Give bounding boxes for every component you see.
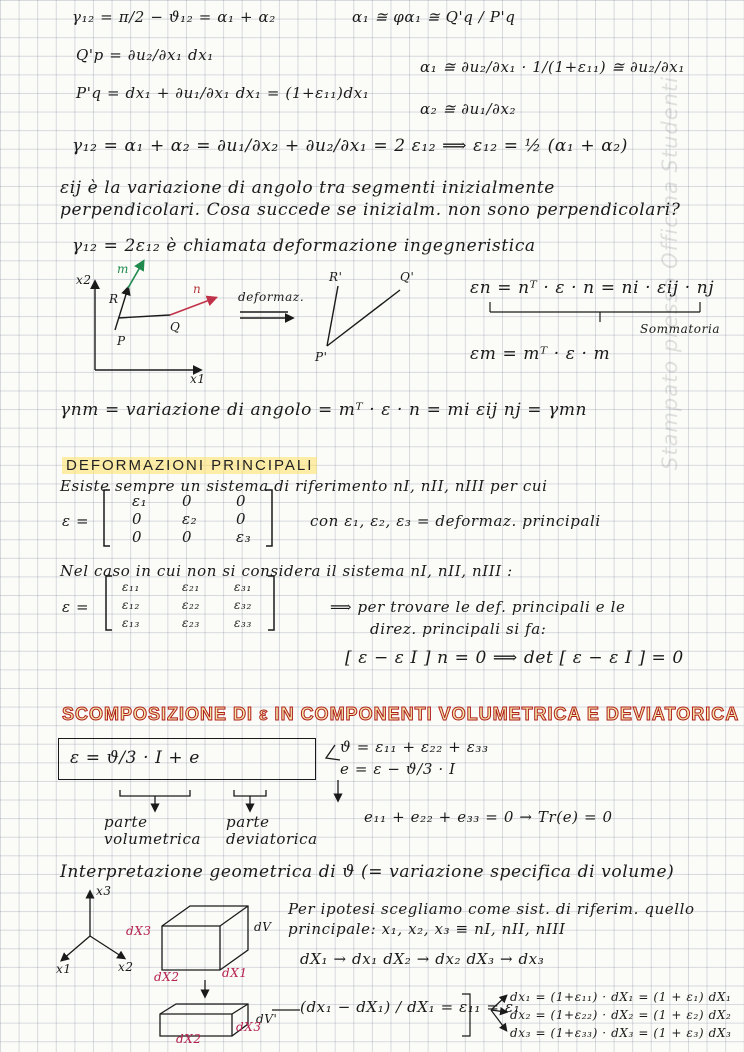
line-per-ipotesi: Per ipotesi scegliamo come sist. di riferim. quello [288, 900, 695, 918]
line-nel-caso: Nel caso in cui non si considera il sistema nI, nII, nIII : [60, 562, 513, 580]
matrix-b-cell: ε₂₃ [182, 616, 200, 630]
line-eigen-equation: [ ε − ε I ] n = 0 ⟹ det [ ε − ε I ] = 0 [345, 648, 684, 668]
line-interpretazione: Interpretazione geometrica di ϑ (= variazione specifica di volume) [60, 862, 675, 882]
matrix-a-cell: 0 [182, 528, 193, 546]
fig2-dv2-label: dV' [256, 1012, 278, 1026]
matrix-a-cell: ε₂ [182, 510, 198, 528]
line-eij-text: εij è la variazione di angolo tra segmenti inizialmente [60, 178, 555, 198]
fig1-P2-label: P' [315, 350, 328, 364]
line-qp: Q'p = ∂u₂/∂x₁ dx₁ [76, 46, 214, 64]
decomposition-formula: ε = ϑ/3 · I + e [70, 748, 200, 768]
fig1-R2-label: R' [329, 270, 343, 284]
fig1-Q2-label: Q' [400, 270, 415, 284]
matrix-b-cell: ε₃₃ [234, 616, 252, 630]
line-epsilon-m: εm = mᵀ · ε · m [470, 344, 611, 364]
line-strain-ratio: (dx₁ − dX₁) / dX₁ = ε₁₁ = ε₁ [300, 998, 521, 1016]
matrix-b-cell: ε₃₂ [234, 598, 252, 612]
fig2-dx1-label: dX1 [222, 966, 248, 980]
heading-scomposizione: SCOMPOSIZIONE DI ε IN COMPONENTI VOLUMETRICA E DEVIATORICA [62, 704, 740, 724]
line-alpha2-approx: α₂ ≅ ∂u₁/∂x₂ [420, 100, 517, 118]
heading-deformazioni-principali: DEFORMAZIONI PRINCIPALI [62, 457, 317, 474]
line-perpendicular-text: perpendicolari. Cosa succede se inizialm. non sono perpendicolari? [60, 200, 681, 220]
fig1-Q-label: Q [170, 320, 181, 334]
matrix-b-cell: ε₁₃ [122, 616, 140, 630]
line-shear-angle: γ₁₂ = π/2 − ϑ₁₂ = α₁ + α₂ [72, 8, 276, 26]
matrix-b-lhs: ε = [62, 598, 90, 616]
line-deviatoric-def: e = ε − ϑ/3 · I [340, 760, 456, 778]
matrix-a-cell: ε₃ [236, 528, 252, 546]
line-direz-principali: direz. principali si fa: [370, 620, 547, 638]
line-pq: P'q = dx₁ + ∂u₁/∂x₁ dx₁ = (1+ε₁₁)dx₁ [76, 84, 370, 102]
fig1-n-label: n [193, 282, 202, 296]
line-trace-zero: e₁₁ + e₂₂ + e₃₃ = 0 → Tr(e) = 0 [364, 808, 613, 826]
line-per-trovare: ⟹ per trovare le def. principali e le [330, 598, 626, 616]
line-dx3: dx₃ = (1+ε₃₃) · dX₃ = (1 + ε₃) dX₃ [510, 1026, 732, 1040]
fig2-x2-label: x2 [118, 960, 134, 974]
line-epsilon-n: εn = nᵀ · ε · n = ni · εij · nj [470, 278, 715, 298]
fig2-dx3-label: dX3 [126, 924, 152, 938]
fig1-x2-label: x2 [76, 273, 92, 287]
line-gamma12: γ₁₂ = α₁ + α₂ = ∂u₁/∂x₂ + ∂u₂/∂x₁ = 2 ε₁₂ ⟹ ε₁₂ = ½ (α₁ + α₂) [72, 136, 628, 156]
matrix-b-cell: ε₂₁ [182, 580, 200, 594]
matrix-b-cell: ε₃₁ [234, 580, 252, 594]
fig1-P-label: P [117, 334, 126, 348]
line-mapping: dX₁ → dx₁ dX₂ → dx₂ dX₃ → dx₃ [300, 950, 545, 968]
fig1-m-label: m [117, 262, 129, 276]
fig1-R-label: R [109, 292, 119, 306]
matrix-a-cell: 0 [236, 492, 247, 510]
label-parte-volumetrica: parte volumetrica [104, 813, 202, 848]
line-dx2: dx₂ = (1+ε₂₂) · dX₂ = (1 + ε₂) dX₂ [510, 1008, 732, 1022]
line-engineering-strain: γ₁₂ = 2ε₁₂ è chiamata deformazione ingegneristica [72, 236, 536, 256]
line-principale: principale: x₁, x₂, x₃ ≡ nI, nII, nIII [288, 920, 566, 938]
fig2-dx2b-label: dX2 [176, 1032, 202, 1046]
matrix-a-cell: 0 [132, 528, 143, 546]
line-theta-trace: ϑ = ε₁₁ + ε₂₂ + ε₃₃ [340, 738, 489, 756]
fig1-x1-label: x1 [190, 372, 206, 386]
matrix-a-lhs: ε = [62, 512, 90, 530]
fig2-dx3b-label: dX3 [236, 1020, 262, 1034]
fig2-dV-label: dV [254, 920, 272, 934]
matrix-b-cell: ε₁₁ [122, 580, 140, 594]
line-alpha1-approx: α₁ ≅ ∂u₂/∂x₁ · 1/(1+ε₁₁) ≅ ∂u₂/∂x₁ [420, 58, 685, 76]
matrix-b-cell: ε₁₂ [122, 598, 140, 612]
matrix-a-cell: 0 [236, 510, 247, 528]
label-sommatoria: Sommatoria [640, 322, 721, 336]
matrix-a-cell: 0 [182, 492, 193, 510]
line-alpha1-def: α₁ ≅ φα₁ ≅ Q'q / P'q [352, 8, 516, 26]
label-parte-deviatorica: parte deviatorica [226, 813, 318, 848]
fig2-x3-label: x3 [96, 884, 112, 898]
fig1-deformaz-label: deformaz. [238, 290, 305, 304]
fig2-dx2-label: dX2 [154, 970, 180, 984]
line-gamma-nm: γnm = variazione di angolo = mᵀ · ε · n = mi εij nj = γmn [60, 400, 588, 420]
fig2-x1-label: x1 [56, 962, 72, 976]
line-deformaz-principali: con ε₁, ε₂, ε₃ = deformaz. principali [310, 512, 601, 530]
matrix-b-cell: ε₂₂ [182, 598, 200, 612]
line-dx1: dx₁ = (1+ε₁₁) · dX₁ = (1 + ε₁) dX₁ [510, 990, 732, 1004]
matrix-a-cell: ε₁ [132, 492, 148, 510]
watermark: Stampato presso Officina Studenti [658, 75, 682, 470]
line-esiste-sempre: Esiste sempre un sistema di riferimento nI, nII, nIII per cui [60, 477, 548, 495]
matrix-a-cell: 0 [132, 510, 143, 528]
